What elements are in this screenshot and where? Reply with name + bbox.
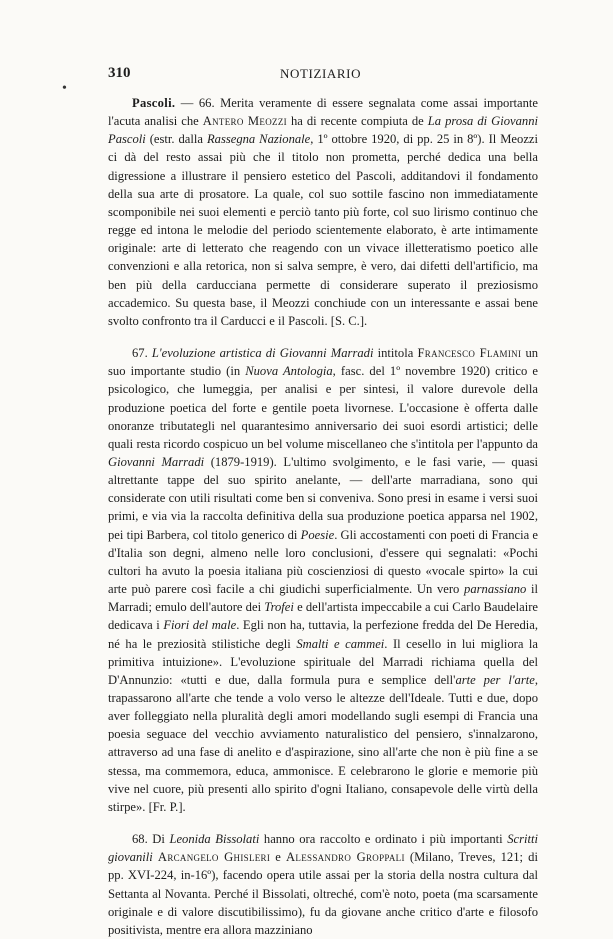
entry-text: . Gli accostamenti con poeti di Francia e d'Italia son degni, almeno nelle loro conclusioni, d'essere qui segnalati: «Pochi cultori ha avuto la poesia italiana più coscienziosi di questo «vocale spirto» la cui arte può parere così facile a chi giudichi superficialmente. Un vero [108,527,538,597]
author-name: Francesco Flamini [417,346,522,361]
person-name: Leonida Bissolati [169,832,260,847]
entry-text: , fasc. del 1º novembre 1920) critico e psicologico, che lumeggia, per analisi e per sintesi, il valore durevole della produzione poetica del forte e gentile poeta livornese. L'occasione è offerta dalle onoranze tributategli nel quarantesimo anniversario dei suoi esordi artistici; delle quali resta ricordo cospicuo un bel volume miscellaneo che s'intitola per l'appunto da [108,364,538,451]
book-title: Giovanni Marradi [108,454,205,469]
book-title: Smalti e cammei [296,636,385,651]
journal-title: Nuova Antologia [245,364,333,379]
entry-text: . Il cesello in lui migliora la primitiva intuizione». L'evoluzione spirituale del Marradi richiama quella del D'Annunzio: «tutti e due, dalla formula pura e semplice dell' [108,636,538,687]
book-title: Poesie [300,527,335,542]
entry-text: , 1º ottobre 1920, di pp. 25 in 8º). Il Meozzi ci dà del resto assai più che il titolo non prometta, perché dedica una bella digressione a illustrare il pensiero estetico del Pascoli, additandovi il fondamento della sua arte di prosatore. La quale, col suo sottile fascino non immediatamente scomponibile nei suoi elementi e perciò tanto più forte, col suo lirismo continuo che regge ed intona le melodie del periodo scientemente elaborato, è arte intimamente originale: arte di letterato che reagendo con un vivace illetteratismo poetico alle convenzioni e alla retorica, non si salva sempre, è vero, dai difetti dell'artificio, ma ben più della carducciana permette di considerare superato il preziosismo accademico. Su questa base, il Meozzi conchiude con un interessante e assai bene svolto confronto tra il Carducci e il Pascoli. [S. C.]. [108,132,538,328]
entry-text: un suo importante studio (in [108,346,539,379]
editor-name: Alessandro Groppali [286,850,405,865]
entry-text: (Milano, Treves, 121; di pp. XVI-224, in-16º), facendo opera utile assai per la storia della nostra cultura dal Settanta al Novanta. Perché il Bissolati, oltreché, com'è noto, poeta (ma scarsamente originale e di valore discutibilissimo), fu da giovane anche critico d'arte e filosofo positivista, mentre era allora mazziniano [108,850,538,937]
author-name: Antero Meozzi [202,114,287,129]
entry-text: intitola [377,346,414,361]
term: parnassiano [464,582,527,597]
entry-text: il Marradi; emulo dell'autore dei [108,582,538,615]
running-head: NOTIZIARIO [280,66,362,81]
entry-text: hanno ora raccolto e ordinato i più importanti [263,832,503,847]
entry-text: Di [152,832,165,847]
entry-text: e dell'artista impeccabile a cui Carlo Baudelaire dedicava i [108,600,538,633]
page-number: 310 [108,65,131,81]
entry-number: 66. [198,96,215,110]
phrase: arte per l'arte [455,672,535,687]
work-title: L'evoluzione artistica di Giovanni Marradi [151,346,374,361]
entry-text: . Egli non ha, tuttavia, la perfezione fredda del De Heredia, né ha le preziosità stilistiche degli [108,618,539,651]
book-title: Trofei [264,600,294,615]
entry-text: (estr. dalla [149,132,203,147]
page-body [108,94,538,939]
entry-text: ha di recente compiuta de [290,114,424,129]
entry-text: , trapassarono all'arte che tende a volo verso le altezze dell'Ideale. Tutti e due, dopo aver folleggiato nella pluralità degli amori modellando sugli esempi di Francia una poesia seguace del vecchio avviamento naturalistico del pensiero, s'innalzarono, attraverso ad una fase di anelito e d'aspirazione, sino all'arte che non è più fine a se stessa, ma commemora, educa, ammonisce. E celebrarono le glorie e memorie più vive nel cuore, più presenti allo spirito d'ogni Italiano, consapevole delle virtù della stirpe». [Fr. P.]. [108,672,538,814]
entry-topic: Pascoli. [132,96,176,110]
entry-text: e [275,850,281,865]
entry-number: 67. [132,346,148,361]
entry-68-bissolati [108,830,538,939]
page-header [108,64,538,84]
entry-text: (1879-1919). L'ultimo svolgimento, e le fasi varie, — quasi altrettante tappe del suo spirito anelante, — dell'arte marradiana, sono qui considerate con utili risultati come ben si conveniva. Sono presi in esame i versi suoi primi, e via via la raccolta definitiva della sua produzione poetica apparsa nel 1902, pei tipi Barbera, col titolo generico di [108,454,538,542]
editor-name: Arcangelo Ghisleri [157,850,271,865]
entry-number: 68. [132,832,148,847]
journal-title: Rassegna Nazionale [206,132,311,147]
book-title: Scritti giovanili [108,832,539,865]
work-title: La prosa di Giovanni Pascoli [108,114,539,147]
book-title: Fiori del male [163,618,237,633]
entry-67-marradi [108,344,538,816]
entry-66-pascoli: Pascoli. — 66. Merita veramente di essere segnalata come assai importante l'acuta analisi che Antero Meozzi ha di recente compiuta de La prosa di Giovanni Pascoli (estr. dalla Rassegna Nazionale, 1º ottobre 1920, di pp. 25 in 8º). Il Meozzi ci dà del resto assai più che il titolo non prometta, perché dedica una bella digressione a illustrare il pensiero estetico del Pascoli, additandovi il fondamento della sua arte di prosatore. La quale, col suo sottile fascino non immediatamente scomponibile nei suoi elementi e perciò tanto più forte, col suo lirismo continuo che regge ed intona le melodie del periodo scientemente elaborato, è arte intimamente originale: arte di letterato che reagendo con un vivace illetteratismo poetico alle convenzioni e alla retorica, non si salva sempre, è vero, dai difetti dell'artificio, ma ben più della carducciana permette di considerare superato il preziosismo accademico. Su questa base, il Meozzi conchiude con un interessante e assai bene svolto confronto tra il Carducci e il Pascoli. [S. C.]. [108,96,539,328]
margin-dot: • [62,81,67,96]
entry-text: Merita veramente di essere segnalata come assai importante l'acuta analisi che [108,96,538,129]
